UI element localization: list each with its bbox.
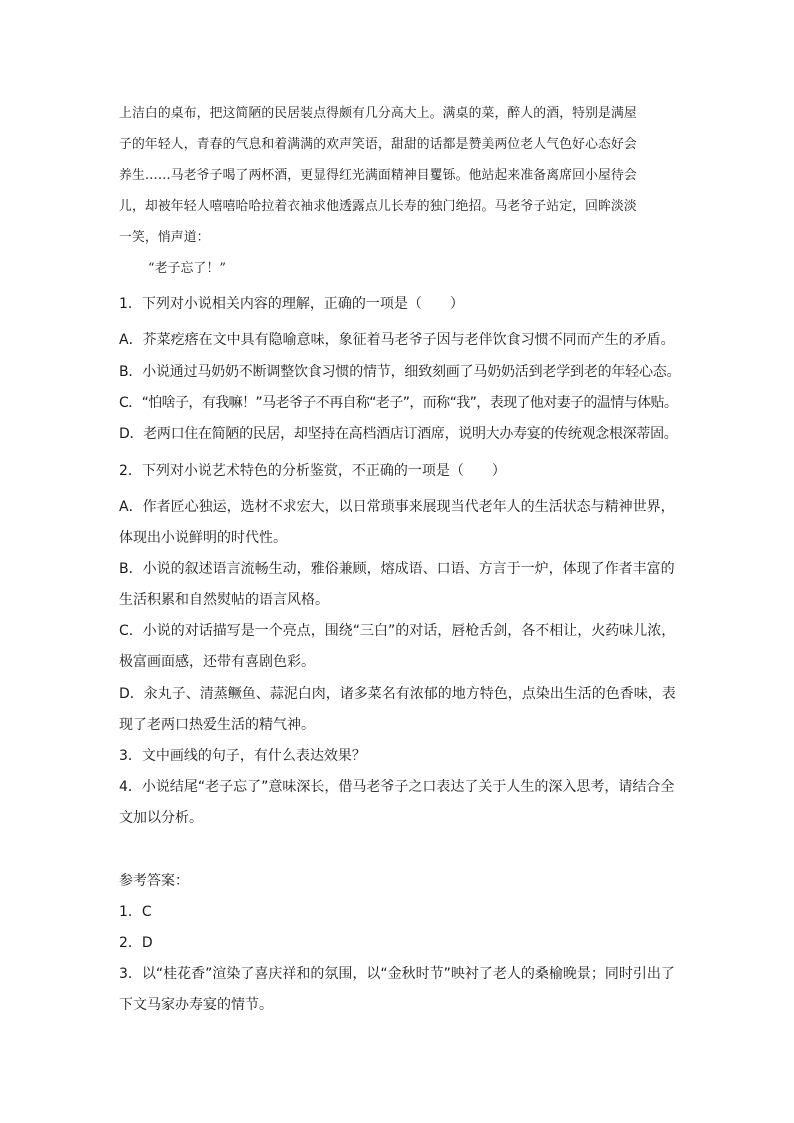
question-2-option-d-cont: 现了老两口热爱生活的精气神。: [119, 717, 315, 733]
question-1-stem: 1．下列对小说相关内容的理解，正确的一项是（ ）: [119, 296, 464, 312]
question-4: 4．小说结尾“老子忘了”意味深长，借马老爷子之口表达了关于人生的深入思考，请结合全: [119, 779, 675, 795]
question-2-option-a: A．作者匠心独运，选材不求宏大，以日常琐事来展现当代老年人的生活状态与精神世界，: [119, 499, 675, 515]
story-quote: “老子忘了！”: [148, 261, 227, 276]
story-line: 子的年轻人，青春的气息和着满满的欢声笑语，甜甜的话都是赞美两位老人气色好心态好会: [119, 137, 637, 152]
question-1-option-d: D．老两口住在简陋的民居，却坚持在高档酒店订酒席，说明大办寿宴的传统观念根深蒂固。: [119, 426, 678, 442]
question-4-cont: 文加以分析。: [119, 810, 203, 826]
story-line: 上洁白的桌布，把这简陋的民居装点得颇有几分高大上。满桌的菜，醉人的酒，特别是满屋: [119, 106, 637, 121]
story-line: 儿，却被年轻人嘻嘻哈哈拉着衣袖求他透露点儿长寿的独门绝招。马老爷子站定，回眸淡淡: [119, 199, 637, 214]
question-2-option-b: B．小说的叙述语言流畅生动，雅俗兼顾，熔成语、口语、方言于一炉，体现了作者丰富的: [119, 561, 675, 577]
question-1-option-c: C．“怕啥子，有我嘛！”马老爷子不再自称“老子”，而称“我”，表现了他对妻子的温情与体贴。: [119, 395, 678, 411]
answer-3: 3．以“桂花香”渲染了喜庆祥和的氛围，以“金秋时节”映衬了老人的桑榆晚景；同时引出了: [119, 966, 675, 982]
question-1-option-b: B．小说通过马奶奶不断调整饮食习惯的情节，细致刻画了马奶奶活到老学到老的年轻心态。: [119, 364, 681, 380]
question-2-option-c: C．小说的对话描写是一个亮点，围绕“三白”的对话，唇枪舌剑，各不相让，火药味儿浓，: [119, 623, 676, 639]
question-2-option-b-cont: 生活积累和自然熨帖的语言风格。: [119, 592, 329, 608]
story-line: 养生……马老爷子喝了两杯酒，更显得红光满面精神目矍铄。他站起来准备离席回小屋待会: [119, 168, 637, 183]
question-2-option-c-cont: 极富画面感，还带有喜剧色彩。: [119, 654, 315, 670]
answers-heading: 参考答案：: [119, 873, 189, 889]
question-2-option-a-cont: 体现出小说鲜明的时代性。: [119, 530, 287, 546]
story-line: 一笑，悄声道：: [119, 230, 210, 245]
answer-3-cont: 下文马家办寿宴的情节。: [119, 997, 273, 1013]
question-2-option-d: D．汆丸子、清蒸鳜鱼、蒜泥白肉，诸多菜名有浓郁的地方特色，点染出生活的色香味，表: [119, 686, 676, 702]
answer-1: 1．C: [119, 904, 152, 920]
question-2-stem: 2．下列对小说艺术特色的分析鉴赏，不正确的一项是（ ）: [119, 463, 506, 479]
question-1-option-a: A．芥菜疙瘩在文中具有隐喻意味，象征着马老爷子因与老伴饮食习惯不同而产生的矛盾。: [119, 332, 675, 348]
question-3: 3．文中画线的句子，有什么表达效果？: [119, 748, 366, 764]
answer-2: 2．D: [119, 935, 153, 951]
